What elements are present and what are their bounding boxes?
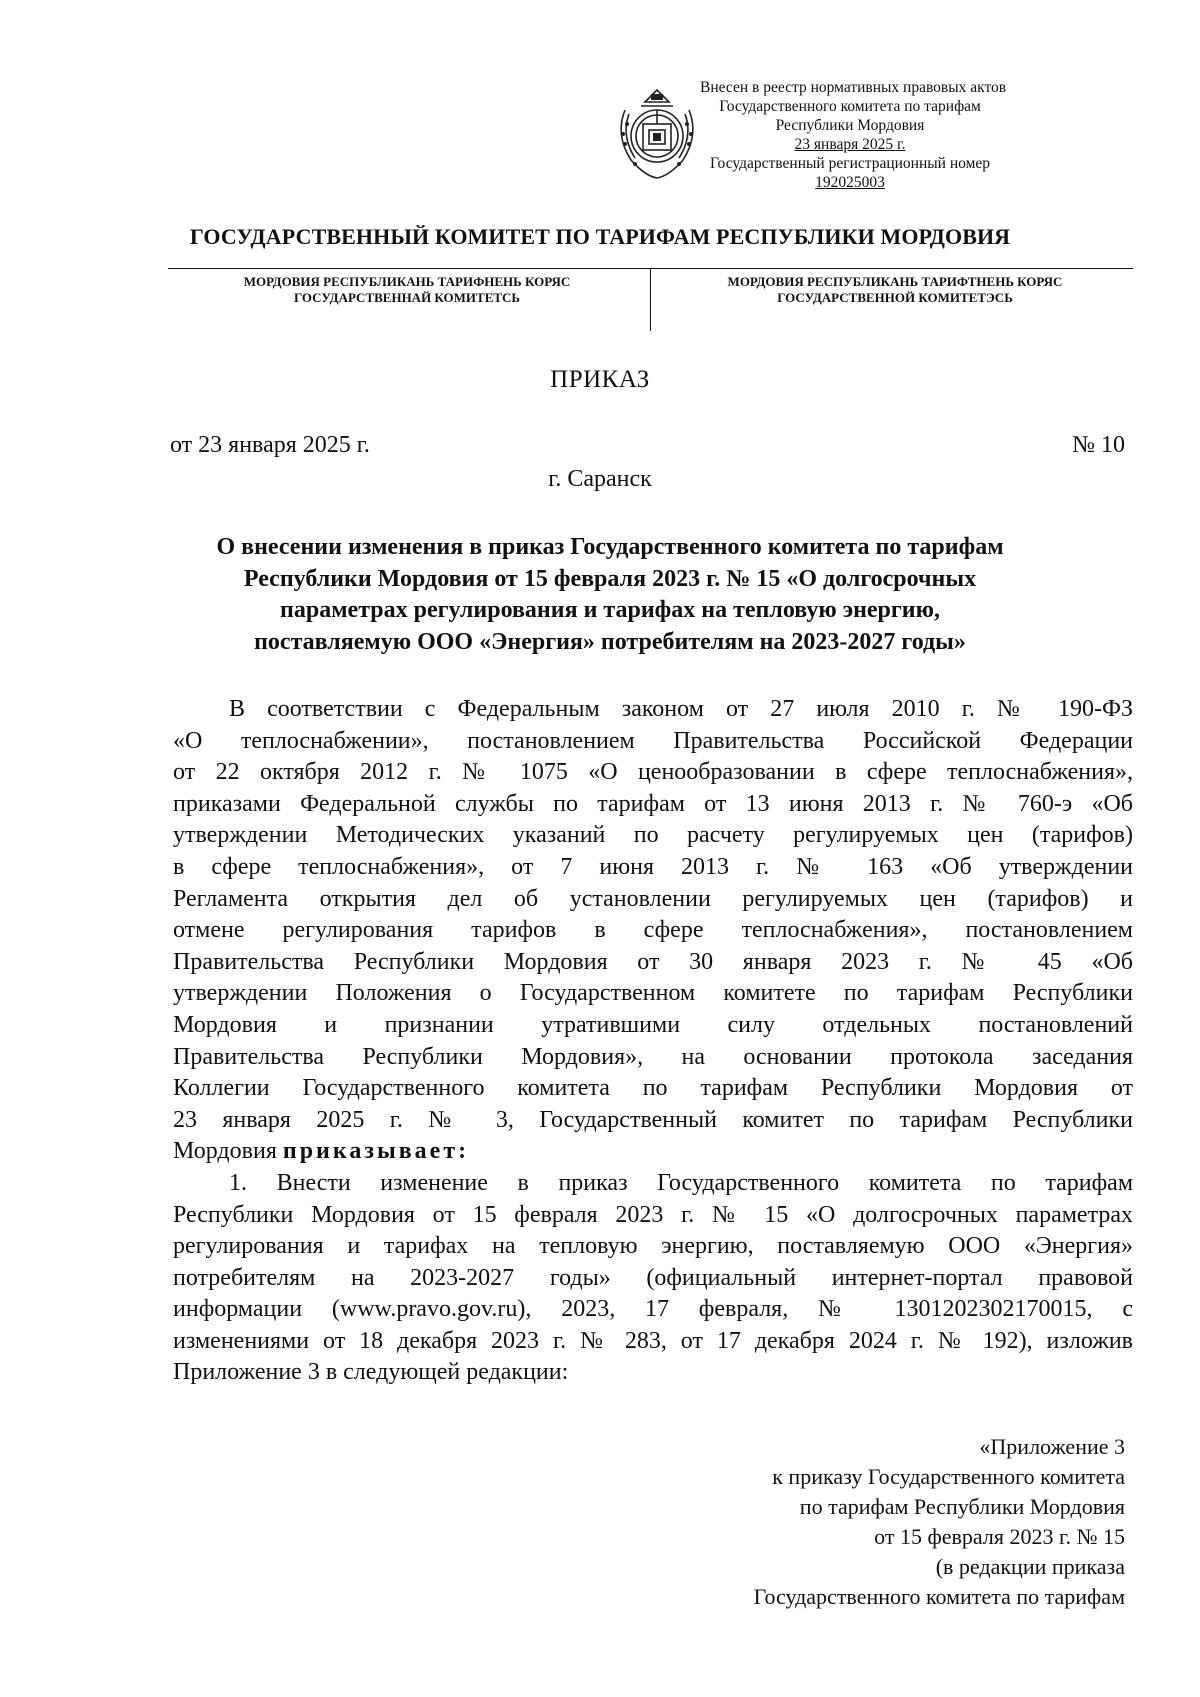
- order-body: [173, 694, 1133, 1389]
- subject-line: параметрах регулирования и тарифах на тепловую энергию,: [280, 597, 940, 623]
- body-line: приказами Федеральной службы по тарифам от 13 июня 2013 г. № 760-э «Об: [173, 790, 1133, 817]
- committee-title-moksha: МОРДОВИЯ РЕСПУБЛИКАНЬ ТАРИФНЕНЬ КОРЯС ГОСУДАРСТВЕННАЙ КОМИТЕТСЬ: [243, 274, 571, 305]
- registry-stamp: [700, 78, 1007, 192]
- registry-line: Государственного комитета по тарифам: [719, 98, 981, 115]
- body-line: 1. Внести изменение в приказ Государственного комитета по тарифам: [229, 1169, 1133, 1196]
- body-line: Мордовия и признании утратившими силу отдельных постановлений: [173, 1011, 1133, 1038]
- document-type-title: ПРИКАЗ: [550, 366, 650, 393]
- body-line: изменениями от 18 декабря 2023 г. № 283, от 17 декабря 2024 г. № 192), изложив: [173, 1327, 1133, 1354]
- registry-number: 192025003: [815, 174, 885, 191]
- body-line: информации (www.pravo.gov.ru), 2023, 17 февраля, № 1301202302170015, с: [173, 1296, 1133, 1323]
- registry-date: 23 января 2025 г.: [794, 136, 906, 153]
- body-line: Правительства Республики Мордовия», на основании протокола заседания: [173, 1043, 1133, 1070]
- body-line: от 22 октября 2012 г. № 1075 «О ценообразовании в сфере теплоснабжения»,: [173, 759, 1133, 786]
- body-line: «О теплоснабжении», постановлением Правительства Российской Федерации: [173, 727, 1133, 754]
- body-line: в сфере теплоснабжения», от 7 июня 2013 г. № 163 «Об утверждении: [173, 853, 1133, 880]
- body-line: отмене регулирования тарифов в сфере теплоснабжения», постановлением: [173, 917, 1133, 944]
- body-line: [173, 1136, 1133, 1168]
- body-line: потребителям на 2023-2027 годы» (официальный интернет-портал правовой: [173, 1264, 1133, 1291]
- registry-line: Республики Мордовия: [775, 117, 925, 134]
- body-line: утверждении Положения о Государственном комитете по тарифам Республики: [173, 980, 1133, 1007]
- appendix-line: «Приложение 3: [979, 1434, 1125, 1459]
- registry-line: Государственный регистрационный номер: [709, 155, 991, 172]
- subject-line: О внесении изменения в приказ Государственного комитета по тарифам: [216, 534, 1004, 560]
- subject-line: Республики Мордовия от 15 февраля 2023 г. № 15 «О долгосрочных: [243, 565, 977, 592]
- header-column-divider: [650, 269, 651, 331]
- order-date: от 23 января 2025 г.: [170, 432, 370, 458]
- body-line: утверждении Методических указаний по расчету регулируемых цен (тарифов): [173, 822, 1133, 849]
- body-line: Регламента открытия дел об установлении регулируемых цен (тарифов) и: [173, 885, 1133, 912]
- committee-title-erzya: МОРДОВИЯ РЕСПУБЛИКАНЬ ТАРИФТНЕНЬ КОРЯС ГОСУДАРСТВЕННОЙ КОМИТЕТЭСЬ: [727, 274, 1063, 305]
- order-city: г. Саранск: [548, 466, 652, 492]
- body-line: 23 января 2025 г. № 3, Государственный комитет по тарифам Республики: [173, 1106, 1133, 1133]
- appendix-line: к приказу Государственного комитета: [772, 1464, 1125, 1489]
- body-line: Коллегии Государственного комитета по тарифам Республики Мордовия от: [173, 1075, 1133, 1102]
- appendix-line: по тарифам Республики Мордовия: [799, 1494, 1125, 1519]
- order-number: № 10: [1072, 432, 1125, 458]
- committee-title: ГОСУДАРСТВЕННЫЙ КОМИТЕТ ПО ТАРИФАМ РЕСПУБЛИКИ МОРДОВИЯ: [189, 224, 1011, 249]
- order-directive-word: приказывает:: [282, 1138, 470, 1165]
- appendix-line: (в редакции приказа: [935, 1554, 1125, 1579]
- appendix-line: от 15 февраля 2023 г. № 15: [874, 1524, 1125, 1549]
- body-line: Приложение 3 в следующей редакции:: [173, 1359, 569, 1386]
- order-subject: [150, 532, 1070, 658]
- body-line: В соответствии с Федеральным законом от 27 июля 2010 г. № 190-ФЗ: [229, 696, 1133, 722]
- body-line: Республики Мордовия от 15 февраля 2023 г. № 15 «О долгосрочных параметрах: [173, 1201, 1133, 1228]
- registry-line: Внесен в реестр нормативных правовых актов: [700, 79, 1007, 96]
- appendix-header: [605, 1432, 1125, 1612]
- appendix-line: Государственного комитета по тарифам: [753, 1584, 1125, 1609]
- coat-of-arms-emblem-icon: [605, 80, 709, 184]
- body-text: Мордовия: [173, 1138, 283, 1165]
- subject-line: поставляемую ООО «Энергия» потребителям на 2023-2027 годы»: [254, 628, 966, 655]
- body-line: регулирования и тарифах на тепловую энергию, поставляемую ООО «Энергия»: [173, 1233, 1133, 1260]
- body-line: Правительства Республики Мордовия от 30 января 2023 г. № 45 «Об: [173, 948, 1133, 975]
